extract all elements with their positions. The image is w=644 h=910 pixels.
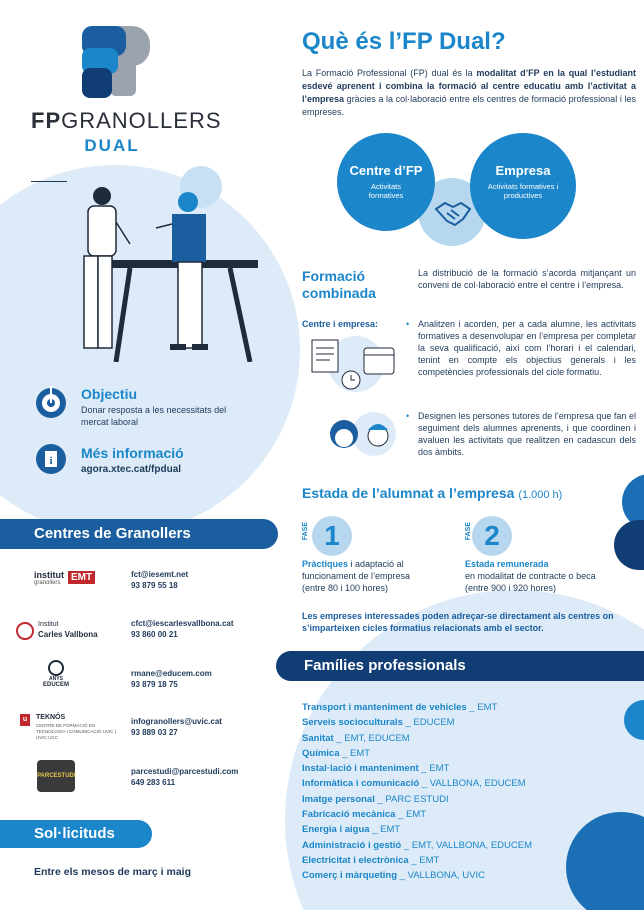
family-item: Comerç i màrqueting _ VALLBONA, UVIC: [302, 870, 486, 882]
venn-empresa: Empresa Activitats formatives i productives: [470, 133, 576, 239]
mes-info-title: Més informació: [81, 445, 184, 461]
family-item: Transport i manteniment de vehicles _ EMT: [302, 702, 498, 713]
sollicituds-text: Entre els mesos de març i maig: [34, 866, 191, 878]
family-item: Electricitat i electrònica _ EMT: [302, 854, 440, 866]
families-list: [302, 700, 532, 884]
centre-empresa-bullets: [406, 318, 636, 378]
centre-contact-uvic: [131, 716, 222, 738]
objectiu-text: Donar resposta a les necessitats del mercat laboral: [81, 405, 227, 427]
email-link[interactable]: parcestudi@parcestudi.com: [131, 767, 239, 776]
centre-logo-parcestudi: PARCESTUDI: [37, 760, 75, 792]
family-item: Fabricació mecànica _ EMT: [302, 809, 427, 821]
centre-contact-parcestudi: [131, 766, 238, 788]
uvic-icon: u: [20, 714, 30, 726]
target-icon: [34, 384, 68, 420]
sollicituds-header: Sol·licituds: [0, 820, 152, 848]
formacio-combinada-title: Formació combinada: [302, 268, 376, 301]
phase1-label: FASE: [302, 522, 309, 541]
family-item: Energia i aigua _ EMT: [302, 824, 401, 836]
people-at-desk-illustration: [60, 182, 260, 362]
phone: 93 879 55 18: [131, 581, 178, 590]
email-link[interactable]: infogranollers@uvic.cat: [131, 717, 222, 726]
family-item: Instal·lació i manteniment _ EMT: [302, 763, 450, 775]
objectiu-title: Objectiu: [81, 386, 138, 402]
family-item: Química _ EMT: [302, 747, 371, 759]
centres-header: Centres de Granollers: [0, 519, 278, 549]
centre-contact-vallbona: [131, 618, 234, 640]
venn-centre-fp: Centre d’FP Activitats formatives: [337, 133, 435, 231]
intro-paragraph: La Formació Professional (FP) dual és la modalitat d’FP en la qual l’estudiant esdevé aprenent i combina la formació al centre educatiu amb l’activitat a l’empresa gràcies a la col·laboració entre els centres de formació professional i les empreses.: [302, 68, 636, 117]
email-link[interactable]: cfct@iescarlesvallbona.cat: [131, 619, 234, 628]
phone: 649 283 611: [131, 778, 176, 787]
bullet-item: • Designen les persones tutores de l’empresa que fan el seguiment dels alumnes aprenents, i que coordinen i avaluen les activitats que realitzen en cadascun dels dos àmbits.: [406, 410, 636, 458]
phase2-text: Estada remunerada en modalitat de contracte o beca (entre 900 i 920 hores): [465, 559, 596, 593]
educem-icon: [48, 660, 64, 676]
email-link[interactable]: fct@iesemt.net: [131, 570, 189, 579]
info-icon: [34, 442, 68, 476]
centre-empresa-bullets-2: [406, 410, 636, 458]
bullet-item: • Analitzen i acorden, per a cada alumne, les activitats formatives a desenvolupar en l’empresa per completar la seva qualificació, així com l’horari i el calendari, tenint en compte els objectius generals i les competències professionals del cicle formatiu.: [406, 318, 636, 378]
centre-contact-emt: [131, 569, 188, 591]
phase1-number: 1: [312, 516, 352, 556]
phase2-number: 2: [472, 516, 512, 556]
tutors-icon: [322, 410, 402, 458]
phone: 93 860 00 21: [131, 630, 178, 639]
formacio-combinada-text: La distribució de la formació s’acorda mitjançant un conveni de col·laboració entre el centre i l’empresa.: [418, 268, 636, 290]
centre-empresa-label: Centre i empresa:: [302, 319, 379, 329]
family-item: Imatge personal _ PARC ESTUDI: [302, 793, 449, 805]
page-title: Què és l’FP Dual?: [302, 28, 506, 55]
fpgranollers-logo-icon: [80, 24, 158, 102]
svg-text:i: i: [49, 455, 53, 467]
logo-wordmark: FPGRANOLLERS: [31, 108, 222, 133]
family-item: Serveis socioculturals _ EDUCEM: [302, 717, 455, 729]
phase1-text: Pràctiques i adaptació al funcionament de l’empresa (entre 80 i 100 hores): [302, 559, 411, 593]
centre-logo-emt: institut granollers EMT: [34, 570, 108, 590]
mes-info-link[interactable]: agora.xtec.cat/fpdual: [81, 464, 182, 475]
phone: 93 879 18 75: [131, 680, 178, 689]
family-item: Sanitat _ EMT, EDUCEM: [302, 732, 410, 744]
family-item: Administració i gestió _ EMT, VALLBONA, EDUCEM: [302, 839, 532, 851]
handshake-icon: [433, 195, 473, 229]
family-item: Informàtica i comunicació _ VALLBONA, EDUCEM: [302, 778, 526, 790]
centre-logo-educem: ANYS EDUCEM: [36, 660, 76, 698]
estada-title: Estada de l’alumnat a l’empresa (1.000 h): [302, 485, 563, 501]
centre-logo-vallbona: Institut Carles Vallbona: [16, 620, 116, 644]
calendar-icon: [306, 334, 402, 394]
estada-note: Les empreses interessades poden adreçar-se directament als centres on s’imparteixen cicles formatius relacionats amb el sector.: [302, 611, 614, 633]
centre-contact-educem: [131, 668, 212, 690]
phase2-label: FASE: [465, 522, 472, 541]
vallbona-icon: [16, 622, 34, 640]
centre-logo-uvic: u TEKNÓS CENTRE DE FORMACIÓ EN TECNOLOGIA I COMUNICACIÓ UVIC | UVIC·UCC: [20, 714, 116, 744]
families-header: Famílies professionals: [276, 651, 644, 681]
logo-dual: DUAL: [84, 136, 140, 155]
phone: 93 889 03 27: [131, 728, 178, 737]
email-link[interactable]: rmane@educem.com: [131, 669, 212, 678]
